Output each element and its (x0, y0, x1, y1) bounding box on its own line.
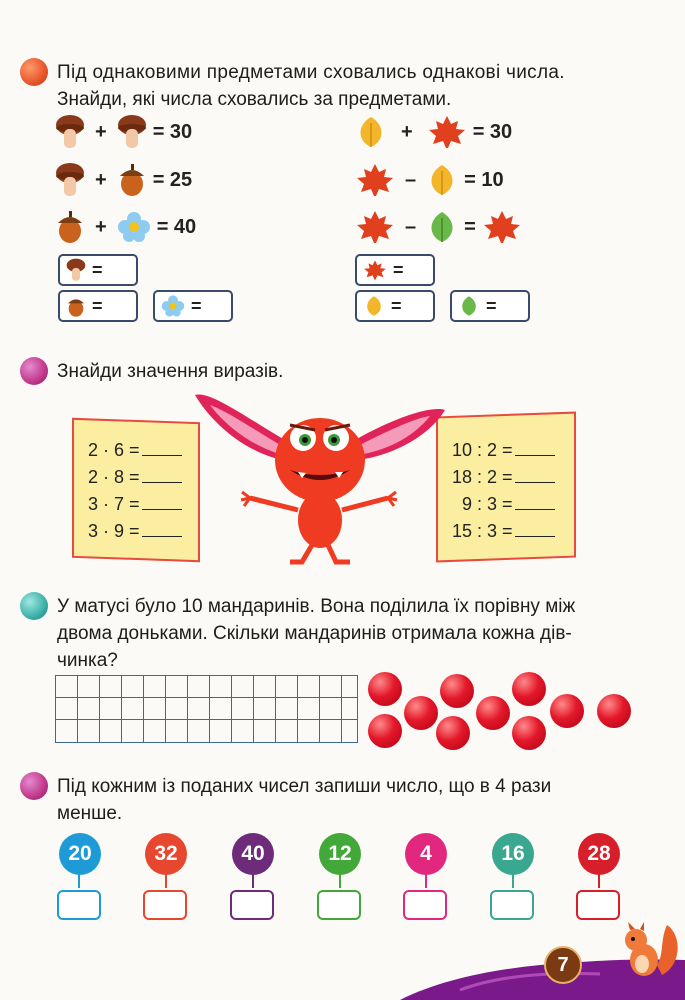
task3-line1: У матусі було 10 мандаринів. Вона поділила їх порівну між (57, 596, 576, 617)
maple-leaf-icon (363, 259, 387, 281)
maple-leaf-icon (482, 209, 522, 245)
mandarin-ball (436, 716, 470, 750)
mandarin-ball (404, 696, 438, 730)
expression (452, 521, 555, 542)
number-bubble: 12 (319, 833, 361, 875)
mushroom-icon (66, 258, 86, 282)
equation-result: = (464, 215, 476, 238)
equation-result: = 30 (152, 120, 193, 143)
flower-answer-box[interactable] (153, 290, 233, 322)
expression (462, 494, 555, 515)
mushroom-icon (55, 114, 85, 150)
task2-title: Знайди значення виразів. (57, 361, 284, 382)
yellow-leaf-icon (426, 163, 458, 197)
yellow-leaf-icon (363, 295, 385, 317)
equation-result: = 30 (472, 120, 513, 143)
task3-line2: двома доньками. Скільки мандаринів отримала кожна дів- (57, 623, 572, 644)
equation-row (355, 160, 504, 200)
monster-illustration (190, 380, 450, 570)
acorn-answer-box[interactable] (58, 290, 138, 322)
task4-line1: Під кожним із поданих чисел запиши число, що в 4 рази (57, 776, 552, 797)
acorn-icon (117, 162, 147, 198)
mandarin-ball (512, 672, 546, 706)
expression (452, 467, 555, 488)
number-bubble: 16 (492, 833, 534, 875)
equation-result: = 25 (152, 168, 193, 191)
number-bubble: 32 (145, 833, 187, 875)
maple-answer-box[interactable] (355, 254, 435, 286)
equals-sign: = (92, 295, 103, 316)
number-bubble: 28 (578, 833, 620, 875)
plus-sign: + (401, 120, 413, 143)
maple-leaf-icon (355, 162, 395, 198)
mandarin-ball (597, 694, 631, 728)
mandarin-ball (440, 674, 474, 708)
expression-text: 9 : 3 = (462, 494, 513, 514)
equals-sign: = (391, 295, 402, 316)
equation-row (355, 207, 522, 247)
minus-sign: – (405, 215, 417, 238)
equation-row (55, 207, 196, 247)
equation-result: = 40 (156, 215, 197, 238)
minus-sign: – (405, 168, 417, 191)
number-bubble: 20 (59, 833, 101, 875)
answer-blank[interactable] (515, 467, 555, 483)
answer-grid[interactable] (55, 675, 358, 743)
plus-sign: + (95, 168, 107, 191)
mushroom-answer-box[interactable] (58, 254, 138, 286)
mandarin-ball (476, 696, 510, 730)
green-leaf-icon (458, 295, 480, 317)
green-leaf-answer-box[interactable] (450, 290, 530, 322)
flower-icon (117, 212, 151, 242)
expression-text: 10 : 2 = (452, 440, 513, 460)
task1-line1: Під однаковими предметами сховались однакові числа. (57, 62, 565, 83)
task-bullet (20, 772, 48, 800)
expression (88, 467, 182, 488)
answer-box[interactable] (317, 890, 361, 920)
equals-sign: = (191, 295, 202, 316)
answer-blank[interactable] (142, 521, 182, 537)
green-leaf-icon (426, 210, 458, 244)
plus-sign: + (95, 215, 107, 238)
expression-text: 2 · 8 = (88, 467, 140, 487)
expression (88, 521, 182, 542)
expression-text: 18 : 2 = (452, 467, 513, 487)
equals-sign: = (393, 259, 404, 280)
answer-box[interactable] (57, 890, 101, 920)
answer-box[interactable] (230, 890, 274, 920)
acorn-icon (55, 209, 85, 245)
equals-sign: = (486, 295, 497, 316)
expression (452, 440, 555, 461)
mandarin-ball (368, 672, 402, 706)
squirrel-illustration (612, 920, 682, 982)
task4-line2: менше. (57, 803, 123, 824)
yellow-leaf-icon (355, 115, 387, 149)
answer-blank[interactable] (142, 494, 182, 510)
flower-icon (161, 295, 185, 317)
page-number: 7 (544, 946, 582, 984)
answer-blank[interactable] (515, 494, 555, 510)
mandarin-ball (512, 716, 546, 750)
number-bubble: 40 (232, 833, 274, 875)
equation-row (55, 160, 192, 200)
plus-sign: + (95, 120, 107, 143)
answer-blank[interactable] (515, 521, 555, 537)
expression (88, 494, 182, 515)
maple-leaf-icon (355, 209, 395, 245)
equation-result: = 10 (464, 168, 504, 191)
expression-text: 3 · 9 = (88, 521, 140, 541)
equation-row (55, 112, 192, 152)
mushroom-icon (117, 114, 147, 150)
answer-blank[interactable] (142, 467, 182, 483)
mandarin-ball (368, 714, 402, 748)
expression-text: 3 · 7 = (88, 494, 140, 514)
expression-text: 15 : 3 = (452, 521, 513, 541)
acorn-icon (66, 294, 86, 318)
equation-row (355, 112, 512, 152)
mushroom-icon (55, 162, 85, 198)
answer-box[interactable] (576, 890, 620, 920)
task3-line3: чинка? (57, 650, 118, 671)
answer-box[interactable] (403, 890, 447, 920)
answer-blank[interactable] (142, 440, 182, 456)
answer-blank[interactable] (515, 440, 555, 456)
expression-text: 2 · 6 = (88, 440, 140, 460)
task1-line2: Знайди, які числа сховались за предметами. (57, 89, 452, 110)
mandarin-ball (550, 694, 584, 728)
yellow-leaf-answer-box[interactable] (355, 290, 435, 322)
task-bullet (20, 58, 48, 86)
task-bullet (20, 592, 48, 620)
equals-sign: = (92, 259, 103, 280)
task-bullet (20, 357, 48, 385)
maple-leaf-icon (427, 114, 467, 150)
number-bubble: 4 (405, 833, 447, 875)
answer-box[interactable] (143, 890, 187, 920)
answer-box[interactable] (490, 890, 534, 920)
expression (88, 440, 182, 461)
